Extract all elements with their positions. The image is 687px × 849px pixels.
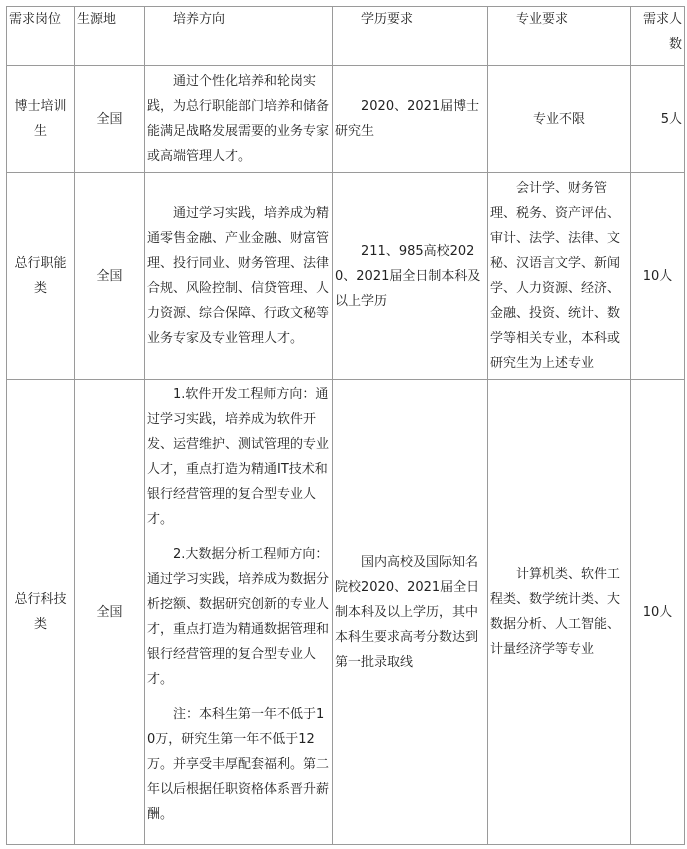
education-cell: 国内高校及国际知名院校2020、2021届全日制本科及以上学历，其中本科生要求高考分数达到第一批录取线: [333, 380, 488, 845]
direction-paragraph: 通过个性化培养和轮岗实践，为总行职能部门培养和储备能满足战略发展需要的业务专家或高端管理人才。: [147, 74, 330, 164]
count-cell: 10人: [631, 380, 685, 845]
source-cell: 全国: [75, 173, 145, 380]
major-cell: 计算机类、软件工程类、数学统计类、大数据分析、人工智能、计量经济学等专业: [488, 380, 631, 845]
position-cell: 总行职能类: [7, 173, 75, 380]
table-row: [7, 380, 685, 845]
source-cell: 全国: [75, 380, 145, 845]
header-major: 专业要求: [488, 7, 631, 66]
major-cell: 专业不限: [488, 66, 631, 173]
header-position: 需求岗位: [7, 7, 75, 66]
header-direction: 培养方向: [145, 7, 333, 66]
direction-paragraph: 1.软件开发工程师方向：通过学习实践，培养成为软件开发、运营维护、测试管理的专业人才，重点打造为精通IT技术和银行经营管理的复合型专业人才。: [147, 387, 330, 527]
count-cell: 10人: [631, 173, 685, 380]
header-education: 学历要求: [333, 7, 488, 66]
position-cell: 博士培训生: [7, 66, 75, 173]
header-count: 需求人数: [631, 7, 685, 66]
header-row: [7, 7, 685, 66]
direction-cell: [145, 173, 333, 380]
direction-note: 注：本科生第一年不低于10万，研究生第一年不低于12万。并享受丰厚配套福利。第二年以后根据任职资格体系晋升薪酬。: [147, 707, 330, 822]
table-row: [7, 173, 685, 380]
position-cell: 总行科技类: [7, 380, 75, 845]
source-cell: 全国: [75, 66, 145, 173]
direction-cell: [145, 380, 333, 845]
header-source: 生源地: [75, 7, 145, 66]
education-cell: 2020、2021届博士研究生: [333, 66, 488, 173]
table-row: [7, 66, 685, 173]
direction-cell: [145, 66, 333, 173]
major-cell: 会计学、财务管理、税务、资产评估、审计、法学、法律、文秘、汉语言文学、新闻学、人力资源、经济、金融、投资、统计、数学等相关专业，本科或研究生为上述专业: [488, 173, 631, 380]
count-cell: 5人: [631, 66, 685, 173]
direction-paragraph: 2.大数据分析工程师方向：通过学习实践，培养成为数据分析挖额、数据研究创新的专业人才，重点打造为精通数据管理和银行经营管理的复合型专业人才。: [147, 547, 330, 687]
recruitment-table: [6, 6, 685, 845]
direction-paragraph: 通过学习实践，培养成为精通零售金融、产业金融、财富管理、投行同业、财务管理、法律合规、风险控制、信贷管理、人力资源、综合保障、行政文秘等业务专家及专业管理人才。: [147, 206, 330, 346]
education-cell: 211、985高校2020、2021届全日制本科及以上学历: [333, 173, 488, 380]
